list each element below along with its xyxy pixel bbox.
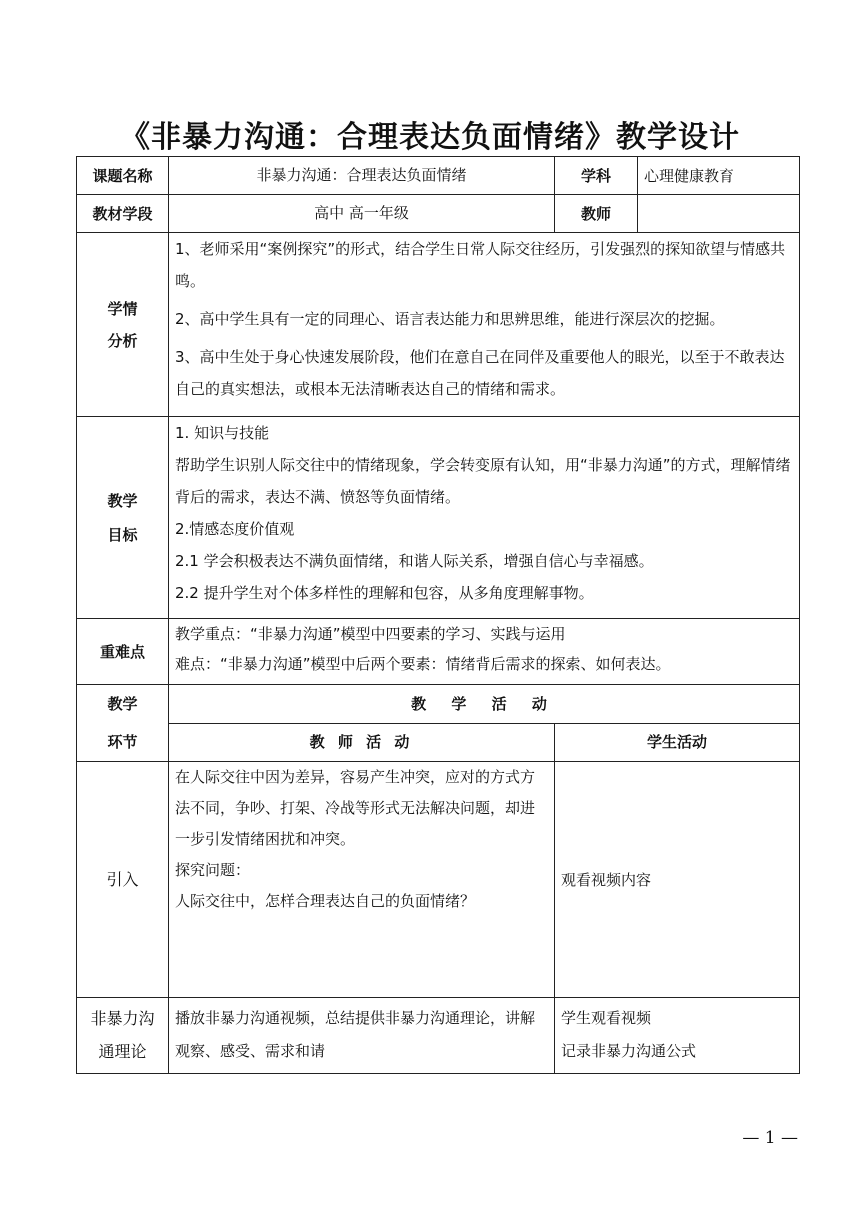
activity-stage-intro: 引入 bbox=[77, 762, 169, 998]
analysis-content bbox=[169, 233, 800, 417]
activity-teacher-intro bbox=[169, 762, 555, 998]
activity-row-intro bbox=[77, 762, 800, 998]
activities-stage-label bbox=[77, 685, 169, 762]
goals-content bbox=[169, 417, 800, 619]
activities-subheader-row bbox=[77, 723, 800, 762]
subject-label: 学科 bbox=[555, 157, 638, 195]
subject-value: 心理健康教育 bbox=[638, 157, 800, 195]
activities-header: 教 学 活 动 bbox=[169, 685, 800, 724]
activity-teacher-intro-line-3: 人际交往中，怎样合理表达自己的负面情绪？ bbox=[175, 892, 476, 910]
info-row-stage bbox=[77, 195, 800, 233]
activity-teacher-intro-line-2: 探究问题： bbox=[175, 861, 251, 879]
analysis-item-2: 2、高中学生具有一定的同理心、语言表达能力和思辨思维，能进行深层次的挖掘。 bbox=[175, 310, 725, 328]
teacher-value bbox=[638, 195, 800, 233]
goals-line-5: 2.2 提升学生对个体多样性的理解和包容，从多角度理解事物。 bbox=[175, 584, 594, 602]
stage-value: 高中 高一年级 bbox=[169, 195, 555, 233]
goals-label-line1: 教学 bbox=[107, 491, 138, 510]
activity-student-intro: 观看视频内容 bbox=[555, 762, 800, 998]
analysis-item-1: 1、老师采用“案例探究”的形式，结合学生日常人际交往经历，引发强烈的探知欲望与情感共鸣。 bbox=[175, 240, 786, 290]
student-activity-header: 学生活动 bbox=[555, 723, 800, 762]
goals-line-4: 2.1 学会积极表达不满负面情绪，和谐人际关系，增强自信心与幸福感。 bbox=[175, 552, 654, 570]
activity-student-theory-line-1: 学生观看视频 bbox=[561, 1009, 652, 1027]
goals-row bbox=[77, 417, 800, 619]
goals-line-2: 帮助学生识别人际交往中的情绪现象，学会转变原有认知，用“非暴力沟通”的方式，理解情绪背后的需求，表达不满、愤怒等负面情绪。 bbox=[175, 456, 791, 506]
key-point-line-2: 难点：“非暴力沟通”模型中后两个要素：情绪背后需求的探索、如何表达。 bbox=[175, 655, 671, 673]
analysis-label bbox=[77, 233, 169, 417]
activities-stage-label-line2: 环节 bbox=[107, 733, 138, 751]
activities-header-row bbox=[77, 685, 800, 724]
goals-label-line2: 目标 bbox=[107, 525, 138, 544]
page-number: — 1 — bbox=[742, 1128, 798, 1148]
key-points-content bbox=[169, 619, 800, 685]
activity-student-theory bbox=[555, 998, 800, 1074]
key-point-line-1: 教学重点：“非暴力沟通”模型中四要素的学习、实践与运用 bbox=[175, 625, 566, 643]
key-points-label: 重难点 bbox=[77, 619, 169, 685]
analysis-label-line1: 学情 bbox=[107, 299, 138, 318]
activity-teacher-intro-line-1: 在人际交往中因为差异，容易产生冲突，应对的方式方法不同，争吵、打架、冷战等形式无法解决问题，却进一步引发情绪困扰和冲突。 bbox=[175, 768, 536, 848]
goals-label bbox=[77, 417, 169, 619]
key-points-row bbox=[77, 619, 800, 685]
activity-teacher-theory: 播放非暴力沟通视频，总结提供非暴力沟通理论，讲解观察、感受、需求和请 bbox=[169, 998, 555, 1074]
goals-line-1: 1. 知识与技能 bbox=[175, 424, 270, 442]
activity-stage-theory: 非暴力沟通理论 bbox=[77, 998, 169, 1074]
teacher-label: 教师 bbox=[555, 195, 638, 233]
analysis-item-3: 3、高中生处于身心快速发展阶段，他们在意自己在同伴及重要他人的眼光，以至于不敢表达自己的真实想法，或根本无法清晰表达自己的情绪和需求。 bbox=[175, 348, 785, 398]
teacher-activity-header: 教 师 活 动 bbox=[169, 723, 555, 762]
page-title: 《非暴力沟通：合理表达负面情绪》教学设计 bbox=[120, 120, 740, 155]
lesson-plan-table bbox=[76, 156, 800, 1074]
topic-label: 课题名称 bbox=[77, 157, 169, 195]
activity-row-theory bbox=[77, 998, 800, 1074]
activity-student-theory-line-2: 记录非暴力沟通公式 bbox=[561, 1042, 697, 1060]
info-row-topic bbox=[77, 157, 800, 195]
activities-stage-label-line1: 教学 bbox=[107, 695, 138, 713]
topic-value: 非暴力沟通：合理表达负面情绪 bbox=[169, 157, 555, 195]
analysis-label-line2: 分析 bbox=[107, 331, 138, 350]
goals-line-3: 2.情感态度价值观 bbox=[175, 520, 295, 538]
analysis-row bbox=[77, 233, 800, 417]
stage-label: 教材学段 bbox=[77, 195, 169, 233]
